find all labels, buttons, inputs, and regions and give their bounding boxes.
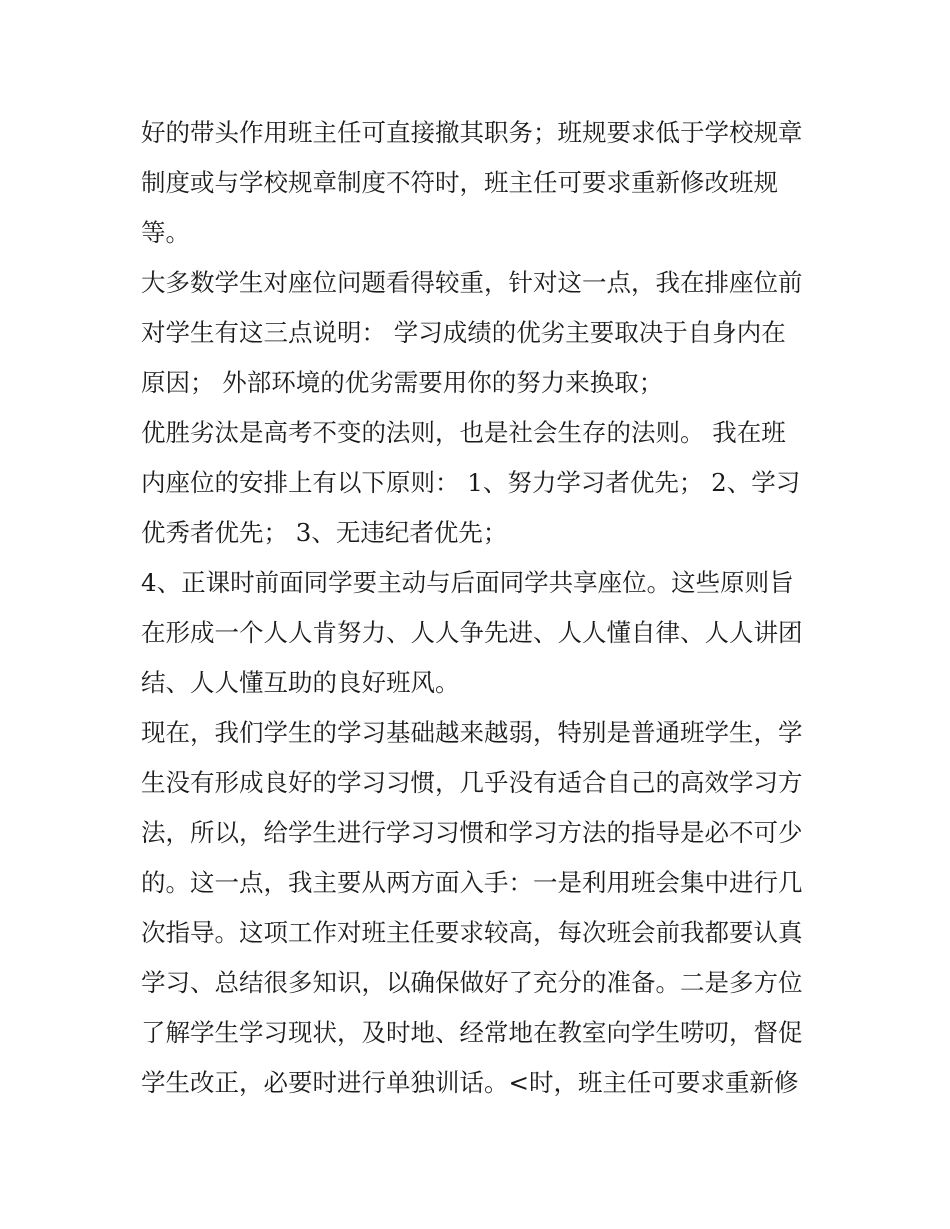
text-line: 学生改正，必要时进行单独训话。<时，班主任可要求重新修 bbox=[141, 1068, 799, 1097]
text-line: 了解学生学习现状，及时地、经常地在教室向学生唠叨，督促 bbox=[141, 1018, 803, 1047]
text-line: 次指导。这项工作对班主任要求较高，每次班会前我都要认真 bbox=[141, 918, 803, 947]
text-line: 现在，我们学生的学习基础越来越弱，特别是普通班学生，学 bbox=[141, 718, 803, 747]
text-line: 原因； 外部环境的优劣需要用你的努力来换取； bbox=[141, 368, 664, 397]
text-line: 制度或与学校规章制度不符时，班主任可要求重新修改班规 bbox=[141, 168, 778, 197]
text-line: 大多数学生对座位问题看得较重，针对这一点，我在排座位前 bbox=[141, 268, 803, 297]
text-line: 优胜劣汰是高考不变的法则，也是社会生存的法则。 我在班 bbox=[141, 418, 786, 447]
text-line: 等。 bbox=[141, 218, 190, 247]
body-text bbox=[141, 108, 821, 1108]
text-line: 学习、总结很多知识，以确保做好了充分的准备。二是多方位 bbox=[141, 968, 803, 997]
text-line: 在形成一个人人肯努力、人人争先进、人人懂自律、人人讲团 bbox=[141, 618, 803, 647]
text-line: 的。这一点，我主要从两方面入手：一是利用班会集中进行几 bbox=[141, 868, 803, 897]
text-line: 内座位的安排上有以下原则： 1、努力学习者优先； 2、学习 bbox=[141, 468, 801, 497]
text-line: 对学生有这三点说明： 学习成绩的优劣主要取决于自身内在 bbox=[141, 318, 786, 347]
text-line: 好的带头作用班主任可直接撤其职务；班规要求低于学校规章 bbox=[141, 118, 803, 147]
text-line: 优秀者优先； 3、无违纪者优先； bbox=[141, 518, 508, 547]
text-line: 结、人人懂互助的良好班风。 bbox=[141, 668, 460, 697]
text-line: 4、正课时前面同学要主动与后面同学共享座位。这些原则旨 bbox=[141, 568, 794, 597]
text-line: 法，所以，给学生进行学习习惯和学习方法的指导是必不可少 bbox=[141, 818, 803, 847]
text-line: 生没有形成良好的学习习惯，几乎没有适合自己的高效学习方 bbox=[141, 768, 803, 797]
